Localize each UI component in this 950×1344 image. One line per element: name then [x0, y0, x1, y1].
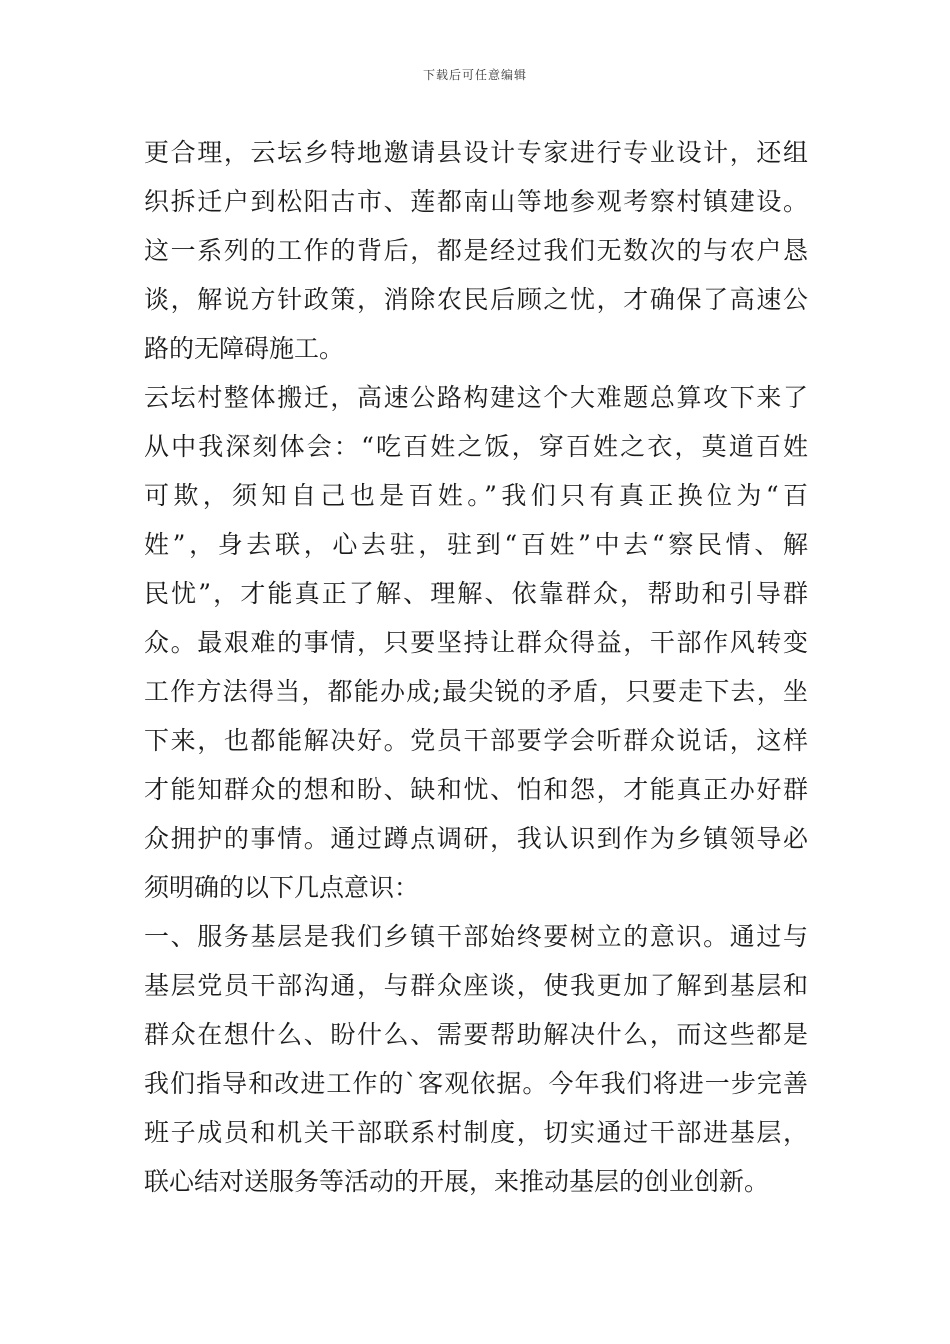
text-line: 班子成员和机关干部联系村制度，切实通过干部进基层，	[144, 1118, 808, 1147]
text-line: 工作方法得当，都能办成;最尖锐的矛盾，只要走下去，坐	[144, 677, 808, 706]
text-line: 更合理，云坛乡特地邀请县设计专家进行专业设计，还组	[144, 138, 808, 167]
text-line: 我们指导和改进工作的`客观依据。今年我们将进一步完善	[144, 1069, 808, 1098]
body-text	[144, 128, 808, 1206]
text-line: 下来，也都能解决好。党员干部要学会听群众说话，这样	[144, 726, 808, 755]
text-line: 一、服务基层是我们乡镇干部始终要树立的意识。通过与	[144, 922, 808, 951]
text-line: 可欺，须知自己也是百姓。”我们只有真正换位为“百	[144, 481, 808, 510]
page-header: 下载后可任意编辑	[422, 68, 527, 82]
text-line: 群众在想什么、盼什么、需要帮助解决什么，而这些都是	[144, 1020, 808, 1049]
text-line: 众。最艰难的事情，只要坚持让群众得益，干部作风转变	[144, 628, 808, 657]
text-line: 须明确的以下几点意识：	[144, 873, 420, 902]
text-line: 从中我深刻体会：“吃百姓之饭，穿百姓之衣，莫道百姓	[144, 432, 808, 461]
text-line: 谈，解说方针政策，消除农民后顾之忧，才确保了高速公	[144, 285, 808, 314]
text-line: 基层党员干部沟通，与群众座谈，使我更加了解到基层和	[144, 971, 808, 1000]
text-line: 民忧”，才能真正了解、理解、依靠群众，帮助和引导群	[144, 579, 808, 608]
text-line: 织拆迁户到松阳古市、莲都南山等地参观考察村镇建设。	[144, 187, 808, 216]
text-line: 路的无障碍施工。	[144, 334, 345, 363]
text-line: 姓”，身去联，心去驻，驻到“百姓”中去“察民情、解	[144, 530, 808, 559]
text-line: 众拥护的事情。通过蹲点调研，我认识到作为乡镇领导必	[144, 824, 808, 853]
text-line: 云坛村整体搬迁，高速公路构建这个大难题总算攻下来了	[144, 383, 808, 412]
text-line: 这一系列的工作的背后，都是经过我们无数次的与农户恳	[144, 236, 808, 265]
text-line: 联心结对送服务等活动的开展，来推动基层的创业创新。	[144, 1167, 770, 1196]
text-line: 才能知群众的想和盼、缺和忧、怕和怨，才能真正办好群	[144, 775, 808, 804]
